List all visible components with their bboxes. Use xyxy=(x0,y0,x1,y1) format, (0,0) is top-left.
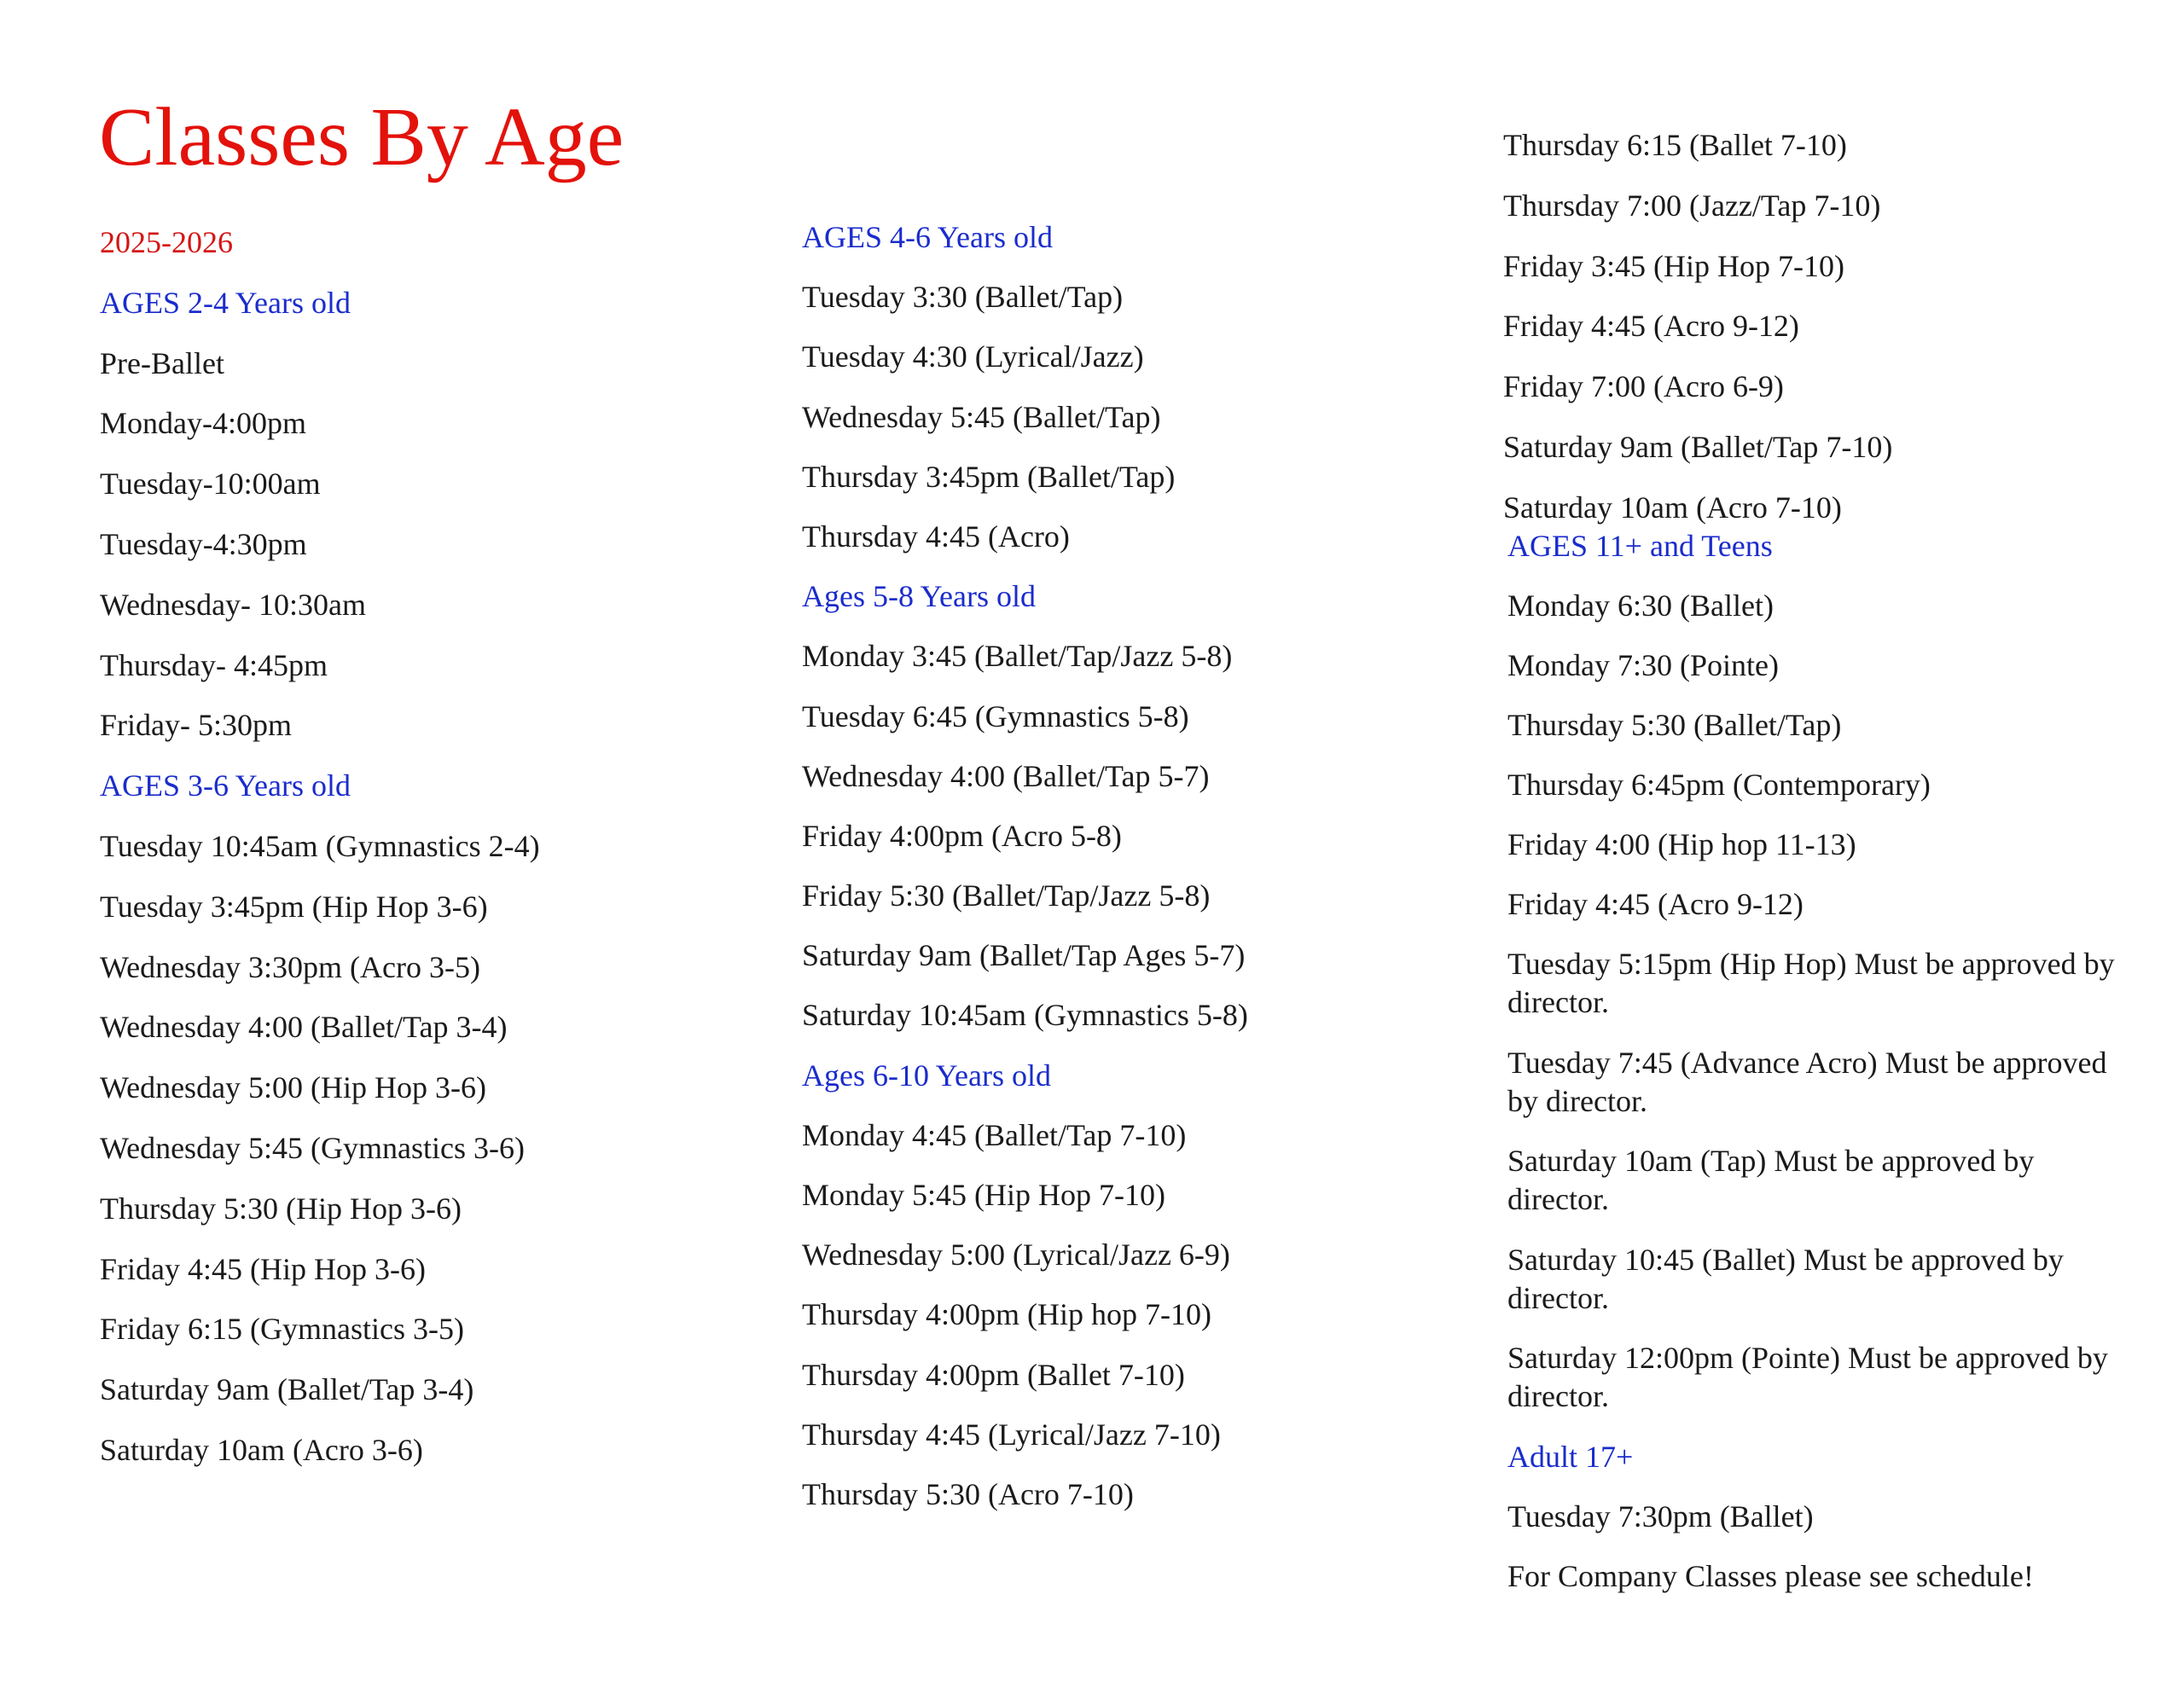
class-entry: Friday 6:15 (Gymnastics 3-5) xyxy=(100,1312,464,1347)
class-entry-approval: Tuesday 5:15pm (Hip Hop) Must be approved by director. xyxy=(1507,947,2115,1019)
class-entry: Tuesday 3:45pm (Hip Hop 3-6) xyxy=(100,889,488,924)
page-title: Classes By Age xyxy=(99,91,624,183)
schedule-column-3 xyxy=(1507,527,2122,1617)
class-entry-approval: Saturday 10am (Tap) Must be approved by director. xyxy=(1507,1144,2035,1216)
class-entry: Pre-Ballet xyxy=(100,345,224,380)
class-entry: Tuesday 3:30 (Ballet/Tap) xyxy=(802,280,1124,315)
class-entry: Wednesday- 10:30am xyxy=(100,587,367,622)
class-entry: Tuesday-4:30pm xyxy=(100,526,307,561)
age-group-heading: AGES 2-4 Years old xyxy=(100,285,351,320)
class-entry: Wednesday 5:00 (Hip Hop 3-6) xyxy=(100,1070,487,1105)
class-entry: Friday 3:45 (Hip Hop 7-10) xyxy=(1503,248,1844,283)
schedule-column-3-continued xyxy=(1503,126,2169,549)
class-entry: Wednesday 5:45 (Ballet/Tap) xyxy=(802,399,1161,434)
class-entry: Thursday 5:30 (Ballet/Tap) xyxy=(1507,708,1842,742)
class-entry: Monday 6:30 (Ballet) xyxy=(1507,588,1774,623)
class-entry: Tuesday 4:30 (Lyrical/Jazz) xyxy=(802,339,1144,374)
class-entry: Monday 4:45 (Ballet/Tap 7-10) xyxy=(802,1117,1187,1152)
class-entry-approval: Saturday 12:00pm (Pointe) Must be approved by director. xyxy=(1507,1341,2108,1413)
class-entry: Thursday 7:00 (Jazz/Tap 7-10) xyxy=(1503,188,1881,223)
class-entry: Thursday 5:30 (Acro 7-10) xyxy=(802,1476,1134,1511)
class-entry: Wednesday 4:00 (Ballet/Tap 5-7) xyxy=(802,758,1210,793)
class-entry: Friday- 5:30pm xyxy=(100,708,292,743)
age-group-heading: Adult 17+ xyxy=(1507,1439,1634,1474)
class-entry: Monday 7:30 (Pointe) xyxy=(1507,648,1779,682)
class-entry: Thursday- 4:45pm xyxy=(100,647,328,682)
class-entry: Friday 7:00 (Acro 6-9) xyxy=(1503,369,1784,404)
class-entry: Thursday 4:00pm (Ballet 7-10) xyxy=(802,1357,1185,1392)
class-entry: Wednesday 3:30pm (Acro 3-5) xyxy=(100,949,480,984)
class-entry: Thursday 4:00pm (Hip hop 7-10) xyxy=(802,1297,1211,1332)
schedule-column-1 xyxy=(100,223,765,1492)
class-entry: Monday 5:45 (Hip Hop 7-10) xyxy=(802,1178,1165,1212)
class-entry: Friday 4:45 (Acro 9-12) xyxy=(1507,887,1804,921)
age-group-heading: Ages 6-10 Years old xyxy=(802,1058,1051,1093)
class-entry: Tuesday-10:00am xyxy=(100,467,321,501)
class-entry: Saturday 10am (Acro 3-6) xyxy=(100,1432,423,1467)
class-entry: Friday 4:00pm (Acro 5-8) xyxy=(802,818,1122,853)
class-entry: Friday 4:45 (Acro 9-12) xyxy=(1503,309,1799,344)
class-entry: Saturday 10:45am (Gymnastics 5-8) xyxy=(802,998,1248,1033)
age-group-heading: AGES 11+ and Teens xyxy=(1507,529,1773,563)
class-entry: Friday 5:30 (Ballet/Tap/Jazz 5-8) xyxy=(802,878,1211,913)
class-entry: Monday-4:00pm xyxy=(100,406,306,441)
class-entry-approval: Tuesday 7:45 (Advance Acro) Must be approved by director. xyxy=(1507,1045,2107,1118)
class-entry: Thursday 6:15 (Ballet 7-10) xyxy=(1503,128,1847,162)
class-entry: Wednesday 5:00 (Lyrical/Jazz 6-9) xyxy=(802,1238,1230,1272)
class-entry: Monday 3:45 (Ballet/Tap/Jazz 5-8) xyxy=(802,639,1233,674)
class-entry: Saturday 9am (Ballet/Tap Ages 5-7) xyxy=(802,938,1246,973)
class-entry: Wednesday 4:00 (Ballet/Tap 3-4) xyxy=(100,1010,508,1045)
class-entry: Thursday 3:45pm (Ballet/Tap) xyxy=(802,459,1176,494)
age-group-heading: AGES 3-6 Years old xyxy=(100,768,351,803)
class-entry: Thursday 4:45 (Acro) xyxy=(802,519,1070,554)
class-entry: Thursday 4:45 (Lyrical/Jazz 7-10) xyxy=(802,1417,1221,1452)
class-entry: Saturday 10am (Acro 7-10) xyxy=(1503,490,1842,525)
class-entry-approval: Saturday 10:45 (Ballet) Must be approved by director. xyxy=(1507,1242,2064,1315)
class-entry: For Company Classes please see schedule! xyxy=(1507,1558,2034,1593)
class-entry: Tuesday 10:45am (Gymnastics 2-4) xyxy=(100,828,540,863)
class-entry: Thursday 5:30 (Hip Hop 3-6) xyxy=(100,1191,462,1226)
schedule-column-2 xyxy=(802,218,1484,1535)
age-group-heading: AGES 4-6 Years old xyxy=(802,220,1054,254)
class-entry: Friday 4:00 (Hip hop 11-13) xyxy=(1507,827,1856,861)
class-entry: Tuesday 6:45 (Gymnastics 5-8) xyxy=(802,699,1189,733)
season-year: 2025-2026 xyxy=(100,225,233,259)
age-group-heading: Ages 5-8 Years old xyxy=(802,579,1036,614)
class-entry: Thursday 6:45pm (Contemporary) xyxy=(1507,768,1931,802)
class-entry: Saturday 9am (Ballet/Tap 3-4) xyxy=(100,1372,474,1407)
class-entry: Tuesday 7:30pm (Ballet) xyxy=(1507,1499,1814,1533)
class-entry: Wednesday 5:45 (Gymnastics 3-6) xyxy=(100,1130,525,1165)
class-entry: Friday 4:45 (Hip Hop 3-6) xyxy=(100,1251,426,1286)
class-entry: Saturday 9am (Ballet/Tap 7-10) xyxy=(1503,429,1893,464)
